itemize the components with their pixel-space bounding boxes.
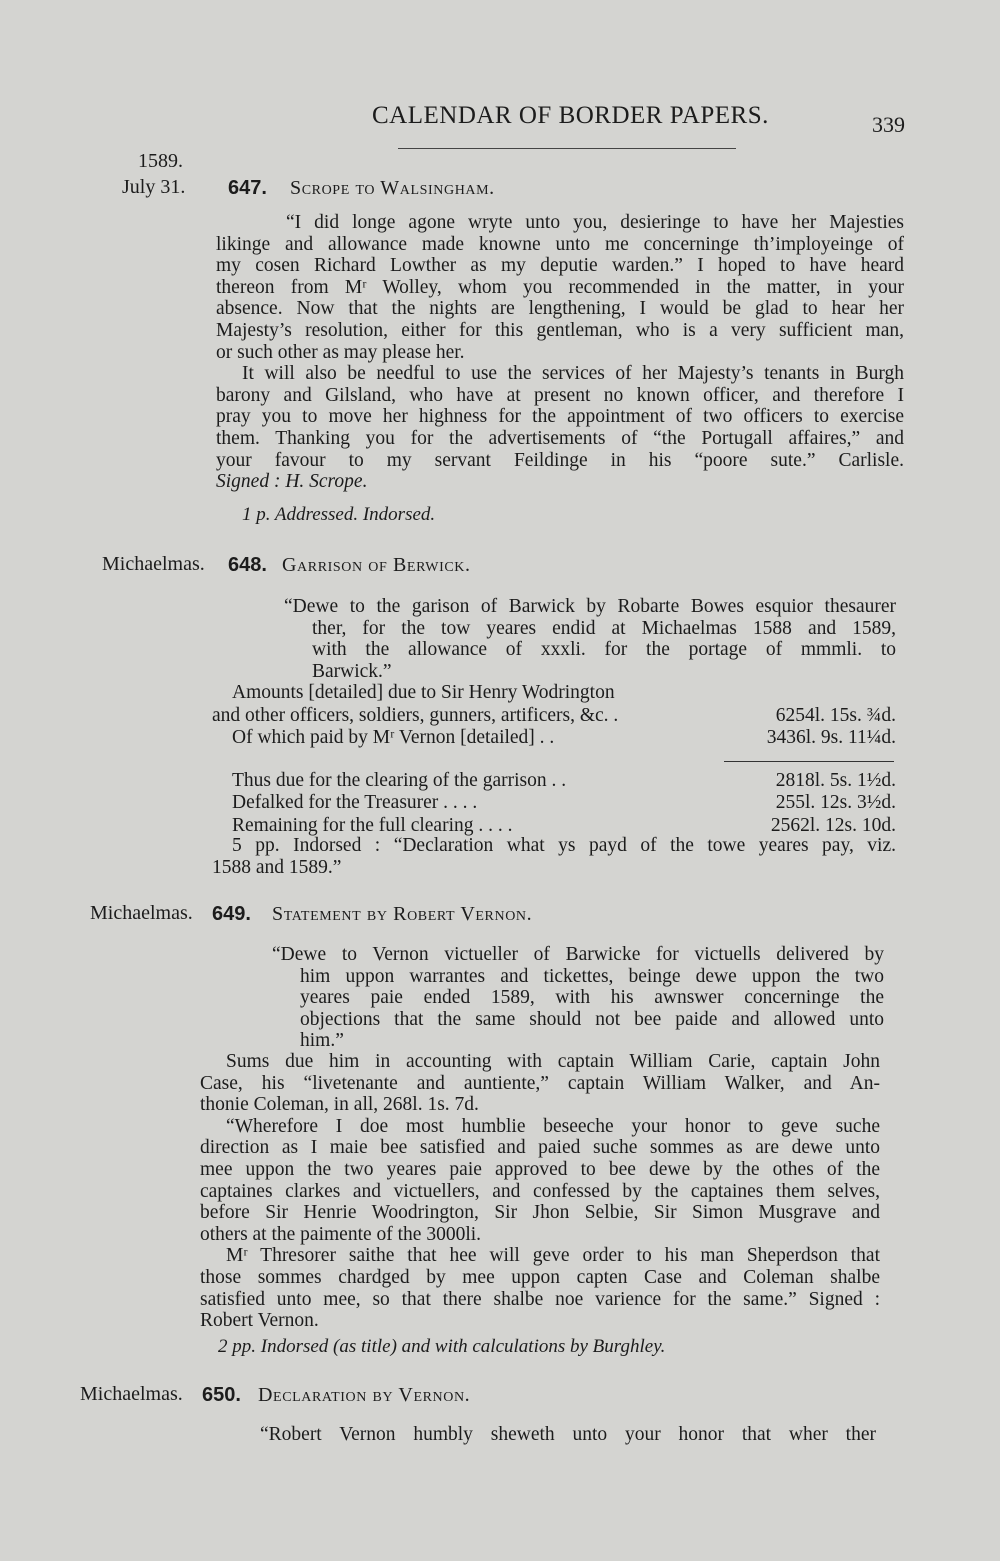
entry-year: 1589. (138, 150, 183, 172)
text-line: direction as I maie bee satisfied and paied suche sommes as are dewe unto (200, 1137, 880, 1159)
account-label: Defalked for the Treasurer . . . . (232, 792, 478, 813)
entry-note (212, 835, 896, 878)
text-line: him uppon warrantes and tickettes, beinge dewe uppon the two (300, 965, 884, 987)
account-amount (731, 682, 896, 705)
text-line: with the allowance of xxxli. for the portage of mmmli. to (312, 639, 896, 661)
text-line: objections that the same should not bee paide and allowed unto (300, 1008, 884, 1030)
account-label: Of which paid by Mʳ Vernon [detailed] . . (232, 727, 555, 748)
account-row (212, 727, 896, 750)
entry-title: Statement by Robert Vernon. (272, 903, 533, 925)
account-amount: 2562l. 12s. 10d. (770, 814, 896, 836)
text-line: “Dewe to Vernon victueller of Barwicke for victuells delivered by (272, 944, 884, 965)
text-line: your favour to my servant Feildinge in his “poore sute.” Carlisle. (216, 449, 904, 471)
text-line: thereon from Mʳ Wolley, whom you recommended in the matter, in your (216, 276, 904, 298)
account-label: Thus due for the clearing of the garrison . . (232, 769, 567, 791)
entry-quote (272, 944, 884, 1052)
account-label: Remaining for the full clearing . . . . (232, 814, 513, 836)
text-line: Majesty’s resolution, either for this gentleman, who is a very sufficient man, (216, 319, 904, 341)
page-number: 339 (872, 112, 905, 137)
text-line: 5 pp. Indorsed : “Declaration what ys payd of the towe yeares pay, viz. (232, 835, 896, 856)
account-amount: 6254l. 15s. ¾d. (775, 704, 896, 726)
entry-body (200, 1051, 880, 1332)
entry-note: 1 p. Addressed. Indorsed. (242, 504, 436, 525)
text-line: absence. Now that the nights are lengthening, I would be glad to hear her (216, 298, 904, 320)
account-row (212, 770, 896, 793)
text-line: satisfied unto mee, so that there shalbe noe varience for the same.” Signed : (200, 1288, 880, 1310)
text-line: pray you to move her highness for the appointment of two officers to exercise (216, 406, 904, 428)
sum-rule (724, 761, 894, 762)
text-line: ther, for the tow yeares endid at Michaelmas 1588 and 1589, (312, 617, 896, 639)
running-header: CALENDAR OF BORDER PAPERS. (372, 102, 769, 129)
account-row (212, 792, 896, 815)
text-line: thonie Coleman, in all, 268l. 1s. 7d. (200, 1094, 479, 1116)
text-line: 1588 and 1589.” (212, 856, 342, 878)
text-line: my cosen Richard Lowther as my deputie warden.” I hoped to have heard (216, 255, 904, 277)
text-line: Robert Vernon. (200, 1310, 319, 1332)
account-label: Amounts [detailed] due to Sir Henry Wodrington (232, 682, 615, 703)
text-line: “I did longe agone wryte unto you, desieringe to have her Majesties (286, 212, 904, 233)
text-line: them. Thanking you for the advertisements of “the Portugall affaires,” and (216, 427, 904, 449)
text-line: those sommes chardged by mee uppon capten Case and Coleman shalbe (200, 1266, 880, 1288)
entry-number: 647. (228, 177, 267, 199)
entry-body (216, 212, 904, 493)
text-line: “Dewe to the garison of Barwick by Robarte Bowes esquior thesaurer (284, 596, 896, 617)
entry-number: 648. (228, 554, 267, 576)
entry-quote: “Robert Vernon humbly sheweth unto your honor that wher ther (260, 1424, 876, 1445)
text-line: It will also be needful to use the services of her Majesty’s tenants in Burgh (242, 363, 904, 385)
account-amount: 3436l. 9s. 11¼d. (766, 727, 896, 748)
entry-quote (284, 596, 896, 682)
entry-date: July 31. (122, 176, 186, 198)
text-line: Sums due him in accounting with captain William Carie, captain John (226, 1051, 880, 1072)
text-line: him.” (300, 1030, 344, 1052)
header-rule (398, 148, 736, 149)
entry-number: 649. (212, 903, 251, 925)
text-line: or such other as may please her. (216, 341, 465, 363)
account-label: and other officers, soldiers, gunners, artificers, &c. . (212, 704, 619, 726)
entry-title: Garrison of Berwick. (282, 554, 471, 576)
entry-date: Michaelmas. (102, 553, 205, 575)
accounts-table (212, 682, 896, 837)
entry-date: Michaelmas. (90, 902, 193, 924)
account-amount: 255l. 12s. 3½d. (775, 792, 896, 813)
text-line: others at the paimente of the 3000li. (200, 1223, 482, 1245)
account-row (212, 682, 896, 705)
text-line: “Wherefore I doe most humblie beseeche your honor to geve suche (226, 1115, 880, 1137)
text-line: yeares paie ended 1589, with his awnswer concerninge the (300, 987, 884, 1009)
account-row (212, 815, 896, 838)
text-line: Mʳ Thresorer saithe that hee will geve order to his man Sheperdson that (226, 1245, 880, 1267)
text-line: captaines clarkes and victuellers, and confessed by the captaines them selves, (200, 1180, 880, 1202)
text-line: mee uppon the two yeares paie approved to bee dewe by the othes of the (200, 1158, 880, 1180)
entry-title: Scrope to Walsingham. (290, 177, 495, 199)
entry-note: 2 pp. Indorsed (as title) and with calculations by Burghley. (218, 1336, 666, 1357)
text-line: Case, his “livetenante and auntiente,” captain William Walker, and An- (200, 1072, 880, 1094)
text-line: likinge and allowance made knowne unto me concerninge th’imployeinge of (216, 233, 904, 255)
text-line: barony and Gilsland, who have at present no known officer, and therefore I (216, 384, 904, 406)
account-amount: 2818l. 5s. 1½d. (775, 769, 896, 791)
account-row (212, 705, 896, 728)
text-line: before Sir Henrie Woodrington, Sir Jhon Selbie, Sir Simon Musgrave and (200, 1202, 880, 1224)
text-line: Signed : H. Scrope. (216, 471, 368, 493)
entry-number: 650. (202, 1384, 241, 1406)
entry-title: Declaration by Vernon. (258, 1384, 471, 1406)
entry-date: Michaelmas. (80, 1383, 183, 1405)
text-line: Barwick.” (312, 660, 392, 682)
